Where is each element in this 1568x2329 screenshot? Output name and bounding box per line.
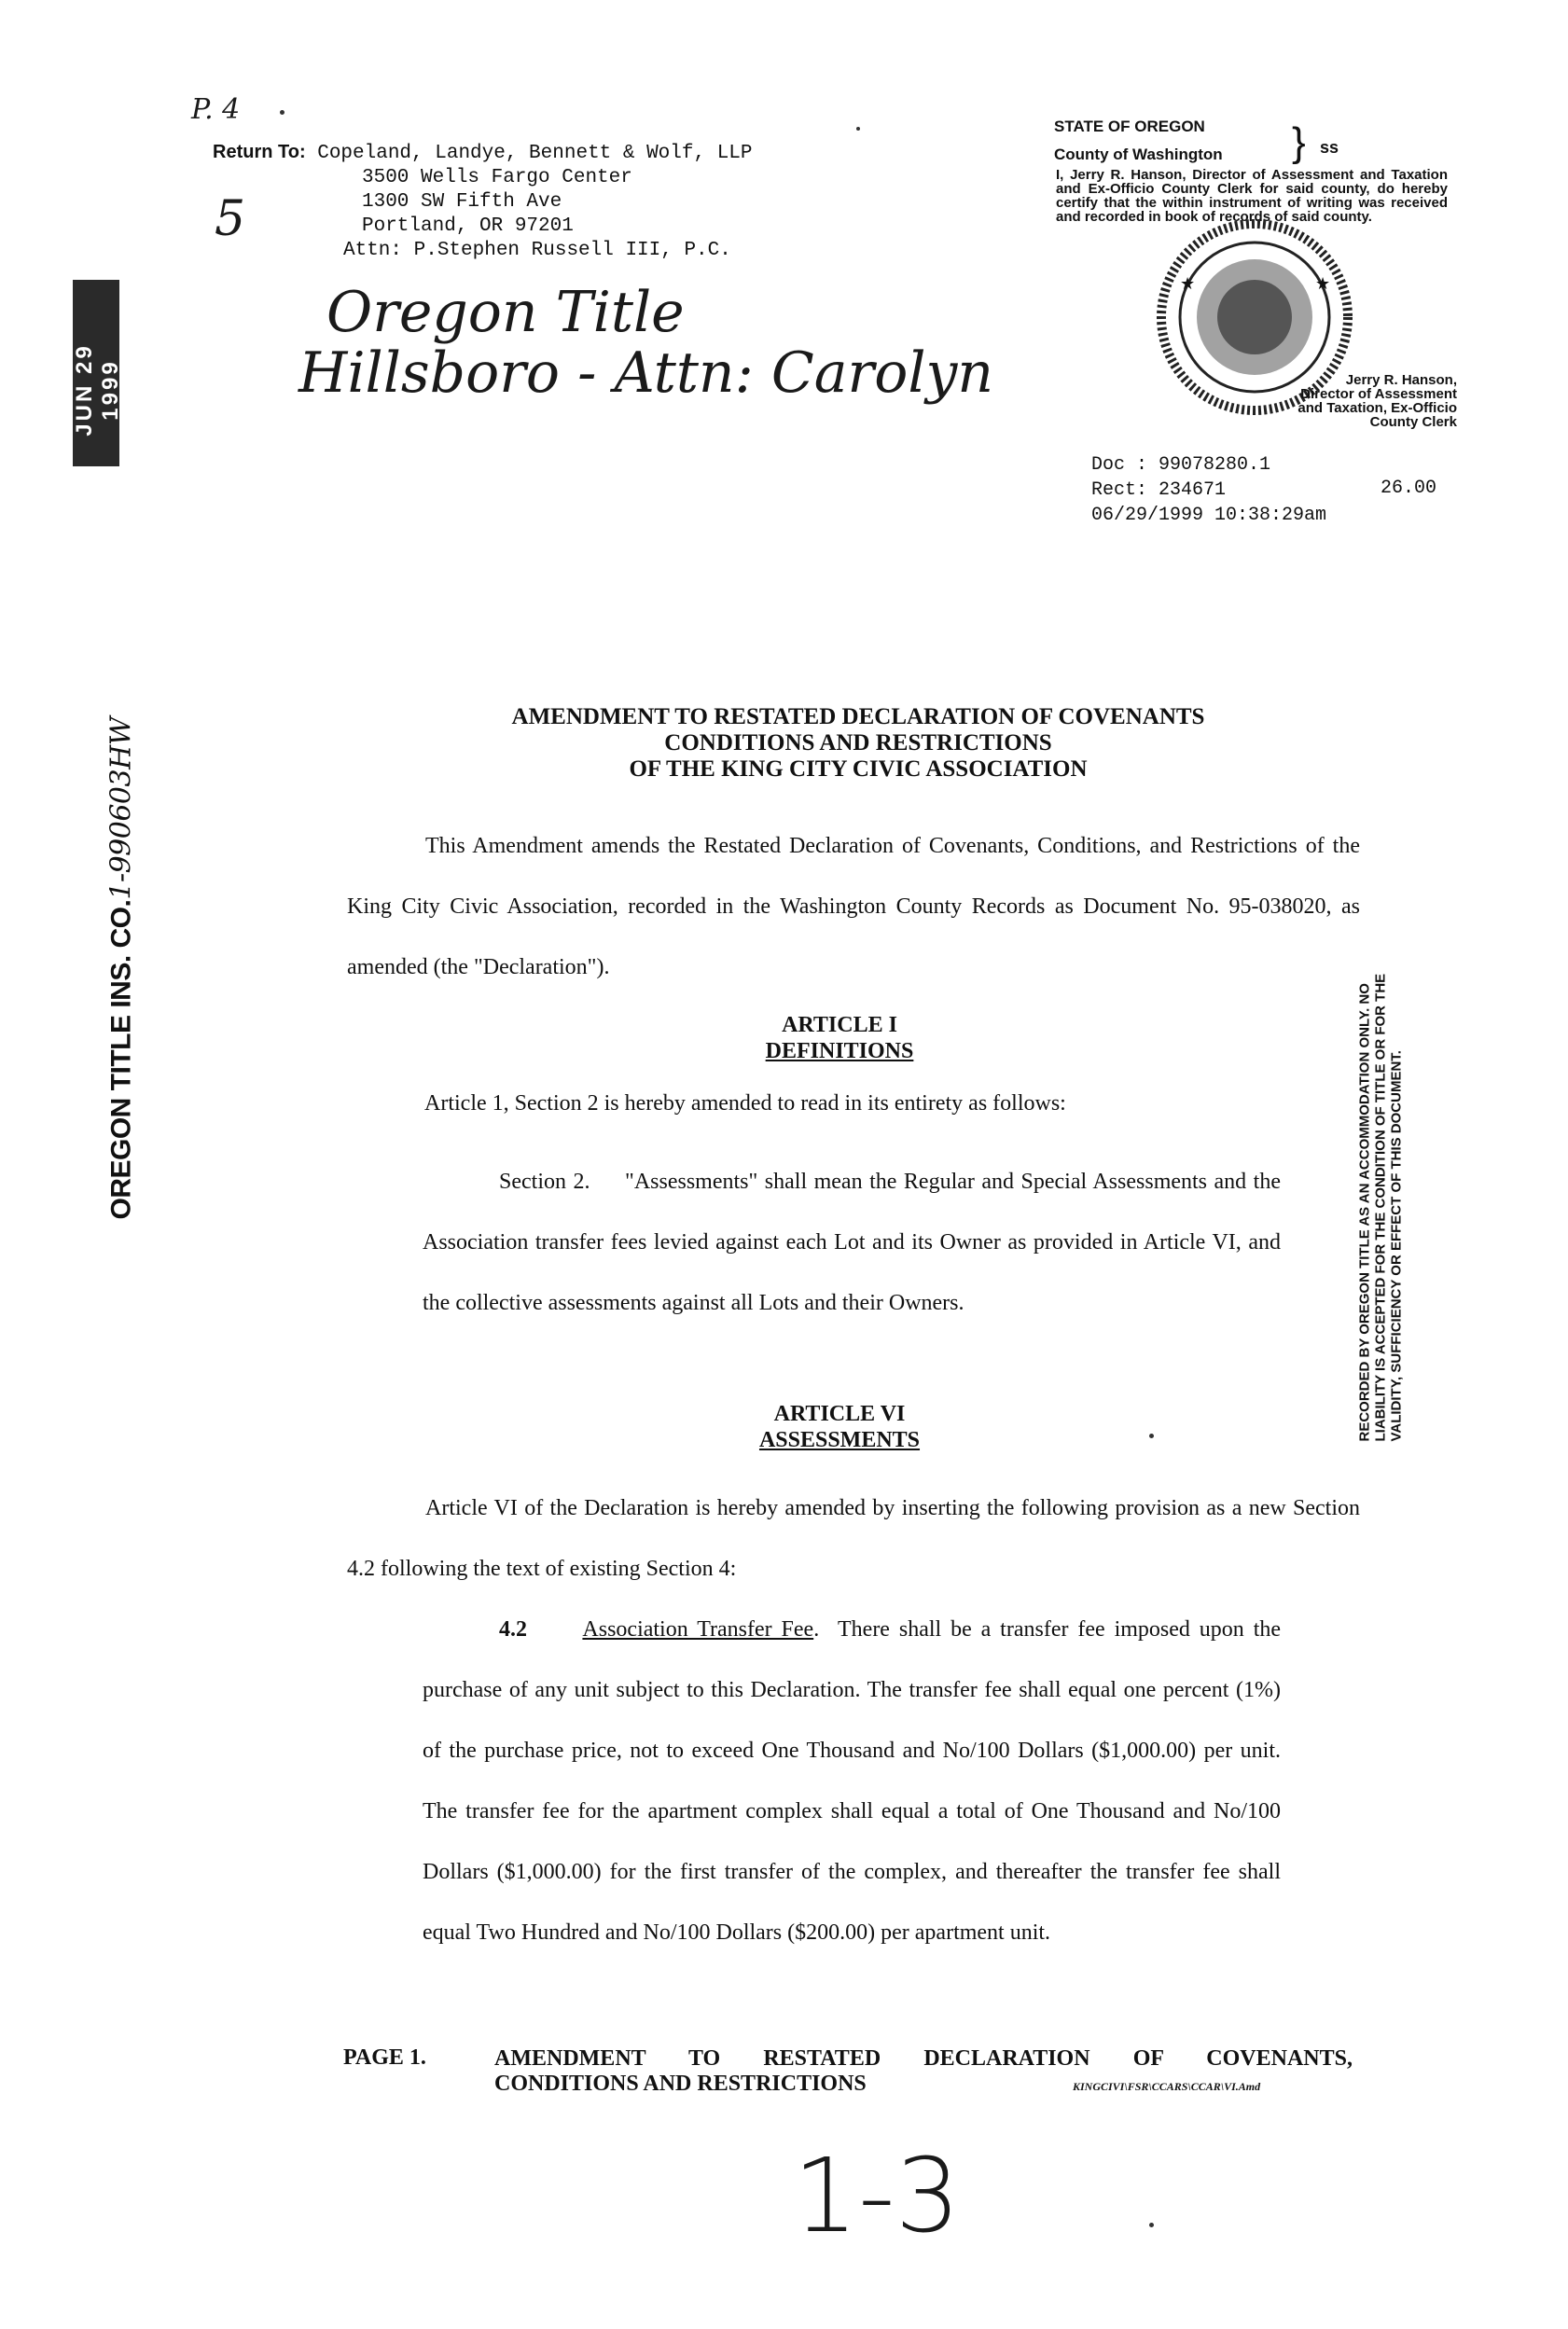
scan-speck [280,110,284,115]
section-4-2-title: Association Transfer Fee [582,1617,814,1642]
date-stamp-text: JUN 29 1999 [72,343,123,437]
footer-title-line2: CONDITIONS AND RESTRICTIONS [494,2072,867,2096]
oregon-title-stamp-number: 1-990603HW [104,716,138,900]
return-address-block [213,140,753,263]
article-6-title: ARTICLE VI [773,1402,906,1426]
section-4-2-paragraph: 4.2 Association Transfer Fee. There shall be a transfer fee imposed upon the purchase of any unit subject to this Declaration. The transfer fee shall equal one percent (1%) of the purchase price, not to exceed One Thousand and No/100 Dollars ($1,000.00) per unit. The transfer fee for the apartment complex shall equal a total of One Thousand and No/100 Dollars ($1,000.00) for the first transfer of the complex, and thereafter the transfer fee shall equal Two Hundred and No/100 Dollars ($200.00) per apartment unit. [423,1617,1282,1945]
return-line-5: Attn: P.Stephen Russell III, P.C. [343,240,731,261]
recording-datetime: 06/29/1999 10:38:29am [1091,505,1327,526]
handwritten-page-mark: P. 4 [191,93,241,126]
article-6-subtitle: ASSESSMENTS [758,1428,921,1452]
return-line-3: 1300 SW Fifth Ave [362,191,562,213]
svg-text:★: ★ [1180,274,1196,294]
article-6-heading [653,1401,1026,1453]
stamp-state: STATE OF OREGON [1054,118,1205,135]
article-1-title: ARTICLE I [782,1013,897,1037]
recording-fee: 26.00 [1381,478,1437,499]
stamp-brace: } [1292,119,1306,165]
oregon-title-stamp [105,698,138,1220]
article-6-amend-text: Article VI of the Declaration is hereby amended by inserting the following provision as a new Section 4.2 following the text of existing Section 4: [347,1496,1360,1581]
stamp-signature: Jerry R. Hanson, Director of Assessment and Taxation, Ex-Officio County Clerk [1297,372,1457,430]
return-to-label: Return To: [213,142,306,162]
handwritten-note-line1: Oregon Title [326,280,685,345]
recording-doc: Doc : 99078280.1 [1091,454,1271,476]
return-line-1: Copeland, Landye, Bennett & Wolf, LLP [317,143,753,164]
scan-speck [1149,1434,1154,1438]
scan-speck [1149,2223,1154,2227]
section-4-2-number: 4.2 [499,1617,527,1642]
section-2-paragraph [423,1152,1281,1334]
scan-speck [856,127,860,131]
title-line-1: AMENDMENT TO RESTATED DECLARATION OF COVENANTS [511,704,1205,729]
footer-title-line1: AMENDMENT TO RESTATED DECLARATION OF COVENANTS, [494,2046,1353,2071]
recording-info [1091,452,1326,528]
stamp-ss: ss [1320,138,1339,157]
oregon-title-stamp-text: OREGON TITLE INS. CO. [105,899,137,1220]
section-4-2-text: There shall be a transfer fee imposed upon the purchase of any unit subject to this Declaration. The transfer fee shall equal one percent (1%) of the purchase price, not to exceed One Thousand and No/100 Dollars ($1,000.00) per unit. The transfer fee for the apartment complex shall equal a total of One Thousand and No/100 Dollars ($1,000.00) for the first transfer of the complex, and thereafter the transfer fee shall equal Two Hundred and No/100 Dollars ($200.00) per apartment unit. [423,1617,1282,1945]
svg-text:★: ★ [1315,274,1331,294]
stamp-certify-text: I, Jerry R. Hanson, Director of Assessment and Taxation and Ex-Officio County Clerk for said county, do hereby certify that the within instrument of writing was received and recorded in book of records of said county. [1056,167,1448,225]
article-1-subtitle: DEFINITIONS [765,1039,914,1063]
title-line-2: CONDITIONS AND RESTRICTIONS [664,730,1052,756]
recording-rect: Rect: 234671 [1091,479,1227,501]
footer-file-code: KINGCIVI\FSR\CCARS\CCAR\VI.Amd [1073,2080,1261,2093]
handwritten-page-number: 1-3 [793,2136,961,2255]
intro-paragraph: This Amendment amends the Restated Declaration of Covenants, Conditions, and Restrictions of the King City Civic Association, recorded in the Washington County Records as Document No. 95-038020, as amended (the "Declaration"). [347,834,1360,979]
stamp-county: County of Washington [1054,146,1223,163]
document-title [373,704,1343,783]
title-line-3: OF THE KING CITY CIVIC ASSOCIATION [629,756,1088,782]
footer-page-label: PAGE 1. [343,2045,426,2070]
article-1-amend-text: Article 1, Section 2 is hereby amended to read in its entirety as follows: [424,1091,1066,1116]
return-line-2: 3500 Wells Fargo Center [362,167,632,188]
return-line-4: Portland, OR 97201 [362,215,574,237]
handwritten-number: 5 [215,191,246,247]
recording-disclaimer: RECORDED BY OREGON TITLE AS AN ACCOMMODATION ONLY. NO LIABILITY IS ACCEPTED FOR THE CONDITION OF TITLE OR FOR THE VALIDITY, SUFFICIENCY OR EFFECT OF THIS DOCUMENT. [1356,973,1405,1442]
section-2-label: Section 2. [499,1170,590,1194]
handwritten-note-line2: Hillsboro - Attn: Carolyn [298,340,994,406]
article-1-heading [653,1012,1026,1064]
section-2-text: "Assessments" shall mean the Regular and Special Assessments and the Association transfer fees levied against each Lot and its Owner as provided in Article VI, and the collective assessments against all Lots and their Owners. [423,1170,1281,1315]
